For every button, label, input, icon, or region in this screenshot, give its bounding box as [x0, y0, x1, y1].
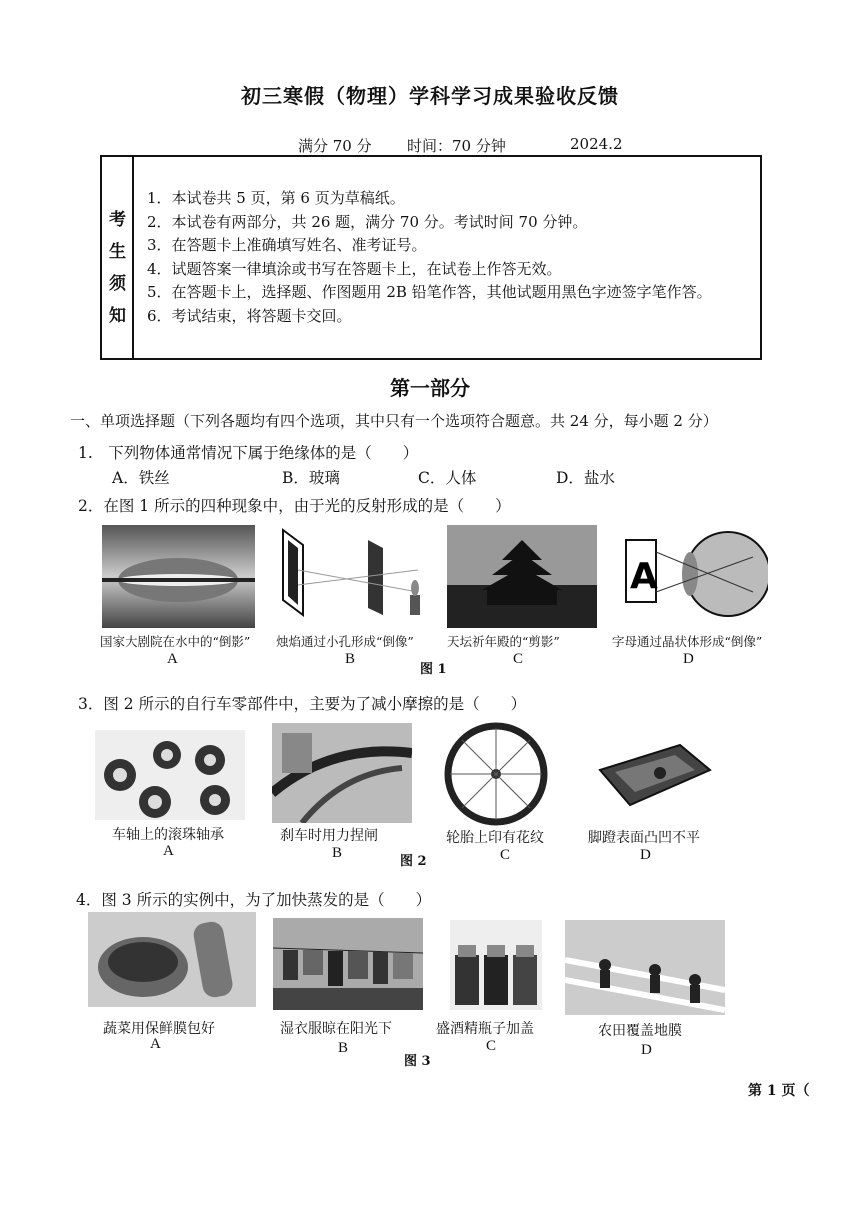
q3-letter-a: A [163, 843, 174, 859]
q2-letter-a: A [167, 651, 178, 667]
notice-item: 2．本试卷有两部分，共 26 题，满分 70 分。考试时间 70 分钟。 [147, 212, 588, 231]
section-title: 一、单项选择题（下列各题均有四个选项，其中只有一个选项符合题意。共 24 分，每小题 2 分） [70, 412, 718, 430]
question-4: 4．图 3 所示的实例中，为了加快蒸发的是（ ） [76, 891, 432, 909]
notice-item: 5．在答题卡上，选择题、作图题用 2B 铅笔作答，其他试题用黑色字迹签字笔作答。 [147, 283, 712, 301]
question-2: 2．在图 1 所示的四种现象中，由于光的反射形成的是（ ） [78, 497, 511, 515]
q1-option-b: B．玻璃 [282, 469, 340, 487]
notice-item: 4．试题答案一律填涂或书写在答题卡上，在试卷上作答无效。 [147, 259, 562, 278]
q1-option-a: A．铁丝 [112, 469, 170, 487]
clothes-drying-image [273, 918, 423, 1010]
q4-letter-c: C [486, 1038, 497, 1054]
alcohol-bottles-image [450, 920, 542, 1010]
opera-house-reflection-image [102, 525, 255, 628]
q2-letter-d: D [683, 651, 694, 667]
farm-mulch-film-image [565, 920, 725, 1015]
page-title: 初三寒假（物理）学科学习成果验收反馈 [241, 84, 619, 108]
full-score: 满分 70 分 [298, 137, 372, 155]
letter-a-mark: A [630, 556, 658, 597]
q3-caption-b: 刹车时用力捏闸 [280, 828, 378, 844]
ball-bearing-image [95, 730, 245, 820]
side-char: 生 [109, 242, 126, 262]
q2-caption-c: 天坛祈年殿的“剪影” [447, 634, 560, 649]
q3-letter-c: C [500, 847, 511, 863]
notice-item: 3．在答题卡上准确填写姓名、准考证号。 [147, 236, 427, 254]
q2-caption-a: 国家大剧院在水中的“倒影” [100, 634, 251, 649]
notice-side-label [102, 157, 134, 358]
side-char: 须 [109, 274, 126, 294]
question-3: 3．图 2 所示的自行车零部件中，主要为了减小摩擦的是（ ） [78, 695, 527, 713]
q4-letter-b: B [338, 1040, 349, 1056]
side-char: 考 [109, 210, 126, 230]
q4-letter-d: D [641, 1042, 652, 1058]
exam-date: 2024.2 [570, 135, 623, 153]
q3-caption-c: 轮胎上印有花纹 [446, 830, 544, 846]
q4-letter-a: A [150, 1036, 161, 1052]
q3-caption-d: 脚蹬表面凸凹不平 [588, 830, 700, 846]
q3-caption-a: 车轴上的滚珠轴承 [112, 827, 224, 843]
notice-item: 1．本试卷共 5 页，第 6 页为草稿纸。 [147, 189, 405, 207]
bike-tire-image [444, 722, 549, 827]
figure-1-label: 图 1 [420, 662, 447, 677]
q4-caption-d: 农田覆盖地膜 [598, 1023, 682, 1039]
page-number: 第 1 页（ [748, 1083, 810, 1099]
figure-3-label: 图 3 [404, 1054, 431, 1069]
temple-silhouette-image [447, 525, 597, 628]
figure-2-label: 图 2 [400, 854, 427, 869]
q4-caption-b: 湿衣服晾在阳光下 [280, 1021, 392, 1037]
side-char: 知 [109, 306, 126, 326]
pinhole-camera-image [278, 520, 438, 625]
q1-option-c: C．人体 [418, 469, 477, 487]
notice-box [100, 155, 762, 360]
notice-list [147, 187, 712, 328]
q2-letter-c: C [513, 651, 524, 667]
part-title: 第一部分 [390, 376, 470, 400]
q2-caption-b: 烛焰通过小孔形成“倒像” [276, 634, 414, 649]
q4-caption-a: 蔬菜用保鲜膜包好 [103, 1021, 215, 1037]
q2-caption-d: 字母通过晶状体形成“倒像” [612, 634, 763, 649]
q1-option-d: D．盐水 [556, 469, 615, 487]
q2-letter-b: B [345, 651, 356, 667]
question-1: 1. 下列物体通常情况下属于绝缘体的是（ ） [78, 444, 419, 462]
vegetable-wrap-image [88, 912, 256, 1007]
eye-lens-image [618, 522, 768, 630]
q3-letter-b: B [332, 845, 343, 861]
bike-pedal-image [590, 730, 715, 822]
notice-item: 6．考试结束，将答题卡交回。 [147, 306, 352, 325]
bike-brake-image [272, 723, 412, 823]
q4-caption-c: 盛酒精瓶子加盖 [436, 1021, 534, 1037]
exam-time: 时间：70 分钟 [407, 137, 506, 155]
q3-letter-d: D [640, 847, 651, 863]
